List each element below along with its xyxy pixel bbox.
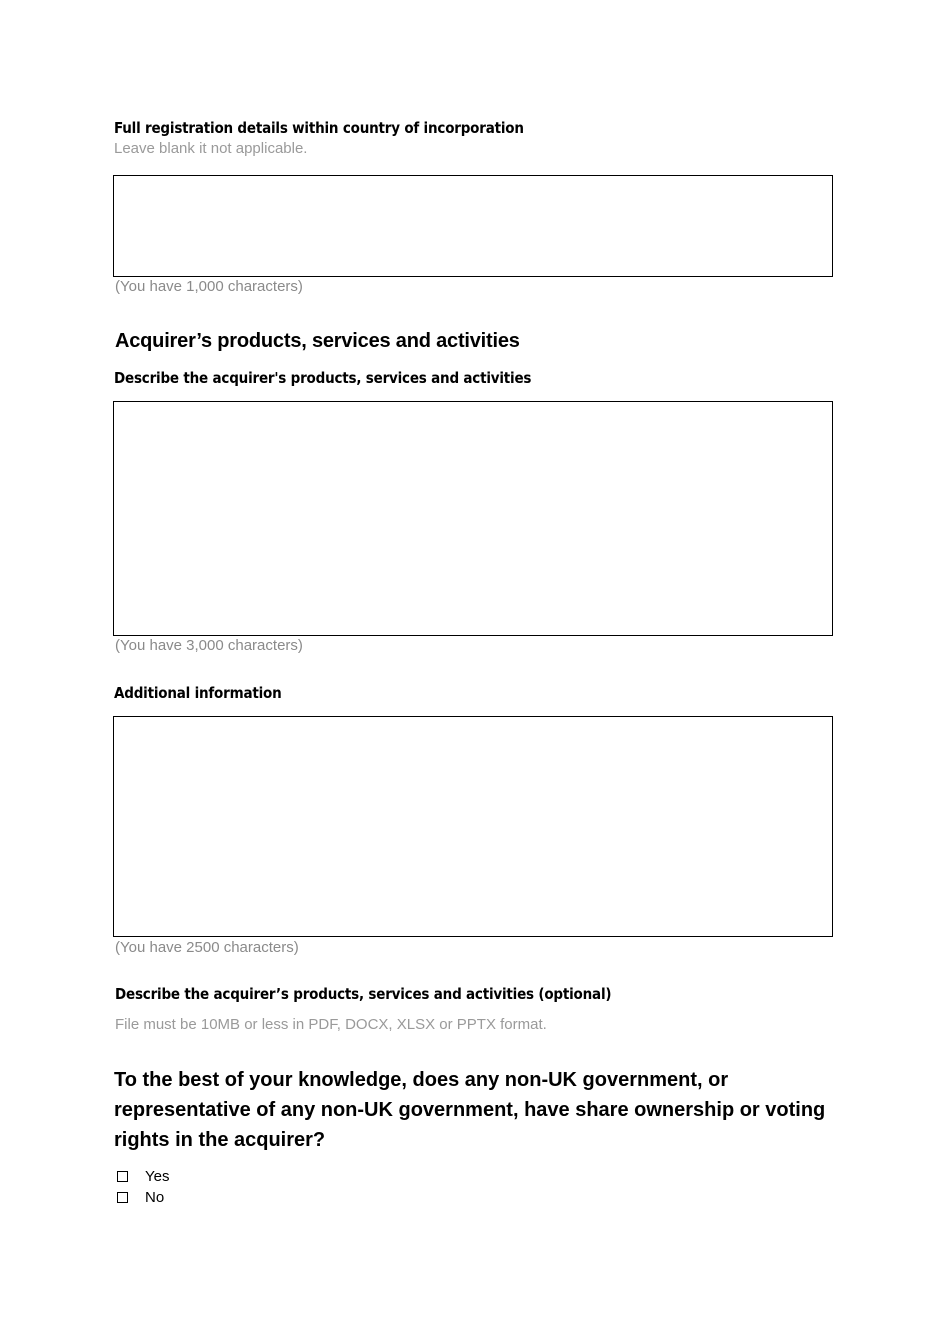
government-ownership-question: To the best of your knowledge, does any non-UK government, or representative of any non-UK government, have share ownership or voting rights in the acquirer? <box>114 1069 826 1151</box>
registration-details-hint: Leave blank it not applicable. <box>114 140 308 157</box>
upload-products-label: Describe the acquirer’s products, services and activities (optional) <box>115 985 612 1003</box>
checkbox-yes[interactable] <box>117 1171 128 1182</box>
checkbox-no[interactable] <box>117 1192 128 1203</box>
describe-products-char-counter: (You have 3,000 characters) <box>115 637 303 654</box>
describe-products-label: Describe the acquirer's products, services and activities <box>114 369 532 387</box>
additional-information-textarea[interactable] <box>113 716 833 937</box>
registration-details-textarea[interactable] <box>113 175 833 277</box>
government-ownership-options <box>115 1166 169 1208</box>
option-yes[interactable] <box>115 1166 169 1187</box>
describe-products-textarea[interactable] <box>113 401 833 636</box>
registration-details-char-counter: (You have 1,000 characters) <box>115 278 303 295</box>
option-yes-label: Yes <box>145 1168 170 1185</box>
option-no[interactable] <box>115 1187 169 1208</box>
registration-details-label: Full registration details within country of incorporation <box>114 119 524 137</box>
additional-information-char-counter: (You have 2500 characters) <box>115 939 299 956</box>
products-section-heading: Acquirer’s products, services and activities <box>115 330 520 352</box>
option-no-label: No <box>145 1189 165 1206</box>
upload-file-hint: File must be 10MB or less in PDF, DOCX, XLSX or PPTX format. <box>115 1016 547 1033</box>
additional-information-label: Additional information <box>114 684 282 702</box>
